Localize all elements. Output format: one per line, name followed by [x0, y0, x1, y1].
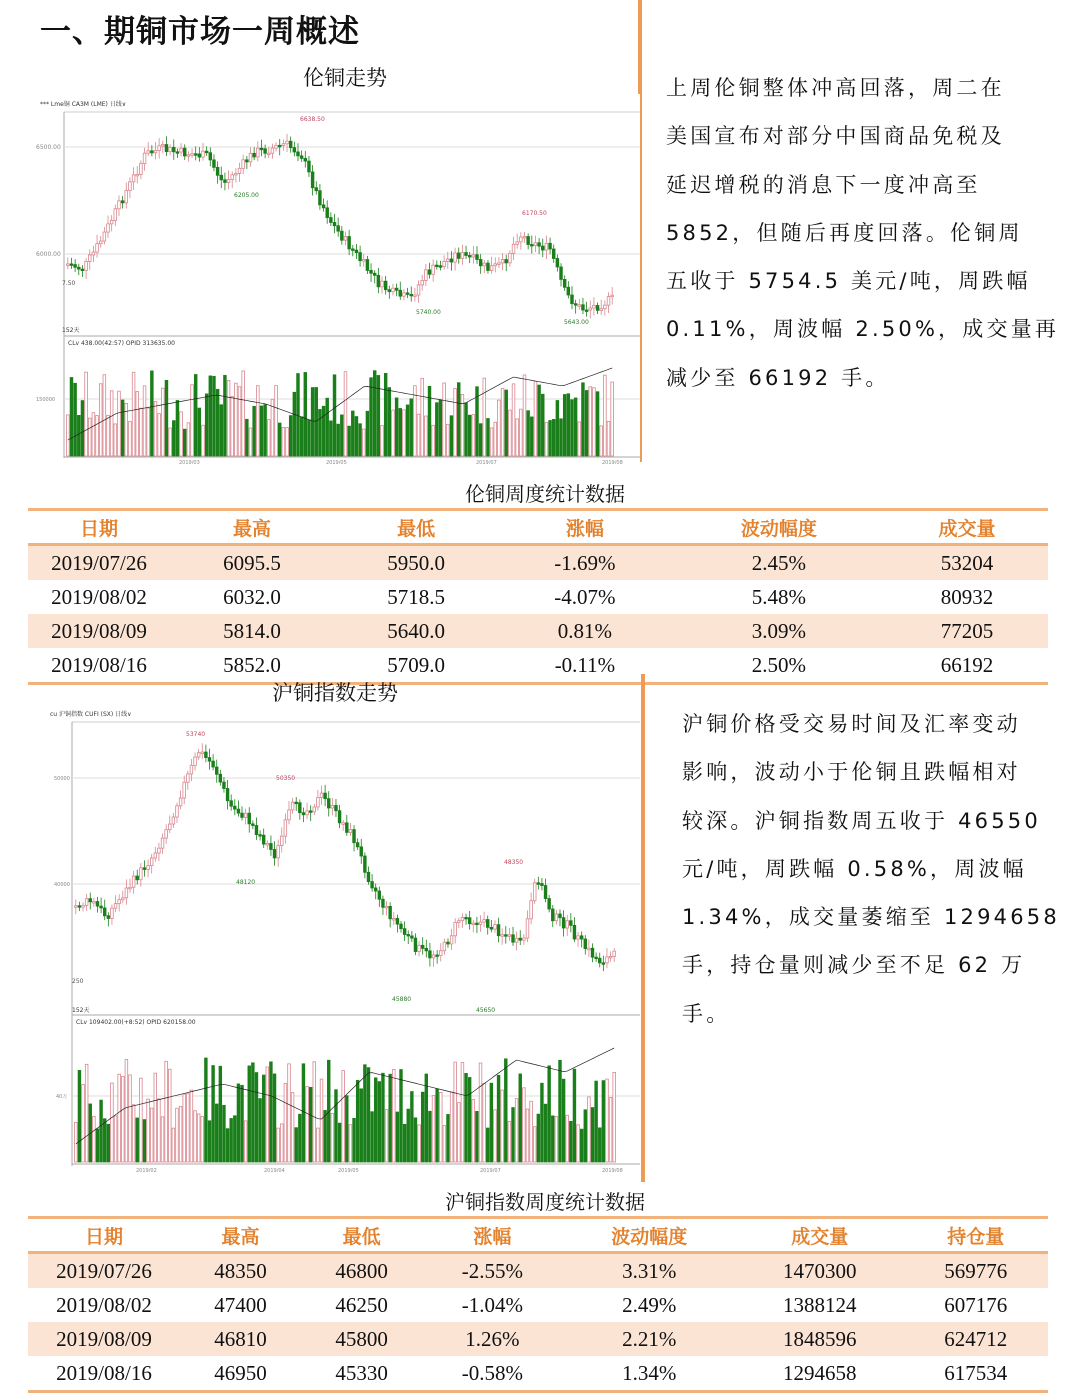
- cell-change: -0.58%: [422, 1356, 562, 1392]
- shfe-y-tick: 40000: [54, 882, 70, 888]
- cell-volume: 53204: [886, 545, 1048, 581]
- cell-date: 2019/08/09: [28, 1322, 180, 1356]
- shfe-annotation: 45650: [476, 1007, 496, 1014]
- cell-change: -1.04%: [461, 1292, 523, 1317]
- cell-open-interest: 607176: [944, 1292, 1008, 1317]
- cell-change: 0.81%: [498, 614, 672, 648]
- cell-date: 2019/08/16: [28, 648, 170, 684]
- cell-volume: 77205: [886, 614, 1048, 648]
- lme-volume-tick: 150000: [36, 397, 56, 403]
- lme-chart-title: 伦铜走势: [303, 66, 387, 90]
- cell-range: 5.48%: [751, 584, 806, 609]
- cell-volume: 1848596: [736, 1322, 904, 1356]
- cell-high: 5852.0: [170, 648, 334, 684]
- shfe-summary-line: 1.34%，成交量萎缩至 1294658: [682, 905, 1060, 930]
- lme-table-title: 伦铜周度统计数据: [465, 482, 625, 506]
- cell-high: 48350: [180, 1253, 301, 1289]
- cell-volume: 1388124: [782, 1292, 857, 1317]
- table-row: [28, 614, 1048, 648]
- divider-vertical-bottom: [641, 674, 645, 1182]
- cell-range: 2.45%: [672, 545, 886, 581]
- section-heading: 一、期铜市场一周概述: [40, 14, 360, 50]
- cell-date: 2019/08/02: [56, 1292, 152, 1317]
- column-header: 最低: [334, 510, 498, 545]
- shfe-annotation: 48120: [236, 879, 256, 886]
- column-header: 涨幅: [498, 510, 672, 545]
- shfe-chart-title: 沪铜指数走势: [272, 681, 398, 705]
- lme-x-tick: 2019/07: [476, 460, 497, 464]
- lme-annotation-high: 6638.50: [300, 116, 325, 123]
- shfe-table-title: 沪铜指数周度统计数据: [445, 1190, 645, 1214]
- lme-x-tick: 2019/05: [326, 460, 347, 464]
- cell-range: 1.34%: [563, 1356, 736, 1392]
- lme-stats-table: [28, 508, 1048, 685]
- lme-annotation: 6205.00: [234, 192, 259, 199]
- lme-toolbar: *** Lme铜 CA3M (LME) 日线∨: [40, 101, 127, 108]
- lme-summary: [666, 64, 1076, 402]
- shfe-annotation-high: 53740: [186, 731, 206, 738]
- cell-range: 3.31%: [563, 1253, 736, 1289]
- table-header-row: [28, 510, 1048, 545]
- column-header: 最高: [180, 1218, 301, 1253]
- table-header-row: [28, 1218, 1048, 1253]
- cell-change: -1.69%: [498, 545, 672, 581]
- column-header: 波动幅度: [672, 510, 886, 545]
- shfe-x-tick: 2019/02: [136, 1168, 157, 1172]
- shfe-summary-line: 手，持仓量则减少至不足 62 万: [682, 953, 1026, 978]
- shfe-x-tick: 2019/04: [264, 1168, 285, 1172]
- cell-high: 46950: [180, 1356, 301, 1392]
- cell-range: 2.21%: [563, 1322, 736, 1356]
- cell-high: 5814.0: [170, 614, 334, 648]
- lme-chart: [34, 94, 640, 464]
- column-header: 日期: [28, 1218, 180, 1253]
- cell-volume: 66192: [886, 648, 1048, 684]
- lme-y-tick: 6000.00: [36, 251, 61, 258]
- shfe-stats-table: [28, 1216, 1048, 1393]
- cell-open-interest: 617534: [904, 1356, 1048, 1392]
- lme-volume-legend: CLv 438.00(42:57) OPID 313635.00: [68, 340, 175, 347]
- shfe-annotation: 250: [72, 978, 84, 985]
- table-row: [28, 648, 1048, 684]
- cell-low: 45800: [301, 1322, 422, 1356]
- lme-bars-label: 152天: [62, 327, 80, 334]
- cell-range: 2.50%: [672, 648, 886, 684]
- column-header: 成交量: [736, 1218, 904, 1253]
- cell-low: 46250: [335, 1292, 388, 1317]
- column-header: 持仓量: [904, 1218, 1048, 1253]
- shfe-x-tick: 2019/08: [602, 1168, 623, 1172]
- cell-high: 46810: [180, 1322, 301, 1356]
- cell-change: 1.26%: [422, 1322, 562, 1356]
- cell-volume: 80932: [940, 584, 994, 609]
- cell-range: 3.09%: [672, 614, 886, 648]
- shfe-y-tick: 50000: [54, 776, 70, 782]
- shfe-summary-line: 手。: [682, 1001, 731, 1026]
- table-row: [28, 1288, 1048, 1322]
- table-row: [28, 1253, 1048, 1289]
- shfe-volume-tick: 40万: [56, 1094, 68, 1100]
- shfe-candlestick-chart: [46, 706, 640, 1172]
- shfe-chart: [46, 706, 640, 1172]
- lme-x-tick: 2019/08: [602, 460, 623, 464]
- shfe-summary: [682, 700, 1080, 1038]
- cell-high: 47400: [214, 1292, 267, 1317]
- cell-low: 46800: [301, 1253, 422, 1289]
- lme-summary-line: 延迟增税的消息下一度冲高至: [666, 172, 981, 197]
- cell-date: 2019/07/26: [28, 1253, 180, 1289]
- lme-annotation: 7.50: [62, 280, 76, 287]
- shfe-toolbar: cu 沪铜指数 CUFI (SX) 日线∨: [50, 711, 132, 718]
- column-header: 涨幅: [422, 1218, 562, 1253]
- cell-date: 2019/08/02: [51, 584, 147, 609]
- lme-summary-line: 5852，但随后再度回落。伦铜周: [666, 220, 1023, 245]
- cell-low: 45330: [301, 1356, 422, 1392]
- cell-change: -2.55%: [422, 1253, 562, 1289]
- cell-change: -0.11%: [498, 648, 672, 684]
- cell-volume: 1294658: [736, 1356, 904, 1392]
- shfe-x-tick: 2019/05: [338, 1168, 359, 1172]
- shfe-summary-line: 元/吨，周跌幅 0.58%，周波幅: [682, 856, 1027, 881]
- cell-low: 5950.0: [334, 545, 498, 581]
- table-row: [28, 1356, 1048, 1392]
- table-row: [28, 580, 1048, 614]
- cell-open-interest: 624712: [904, 1322, 1048, 1356]
- shfe-summary-line: 沪铜价格受交易时间及汇率变动: [682, 712, 1021, 736]
- cell-date: 2019/07/26: [28, 545, 170, 581]
- table-row: [28, 1322, 1048, 1356]
- lme-candlestick-chart: [34, 94, 640, 464]
- cell-date: 2019/08/16: [28, 1356, 180, 1392]
- cell-date: 2019/08/09: [28, 614, 170, 648]
- lme-annotation: 6170.50: [522, 210, 547, 217]
- lme-y-tick: 6500.00: [36, 144, 61, 151]
- cell-high: 6032.0: [223, 584, 281, 609]
- cell-low: 5709.0: [334, 648, 498, 684]
- lme-annotation: 5643.00: [564, 319, 589, 326]
- lme-summary-line: 0.11%，周波幅 2.50%，成交量再: [666, 317, 1060, 342]
- lme-summary-line: 五收于 5754.5 美元/吨，周跌幅: [666, 269, 1031, 294]
- cell-low: 5718.5: [387, 584, 445, 609]
- lme-annotation: 5740.00: [416, 309, 441, 316]
- column-header: 日期: [28, 510, 170, 545]
- shfe-volume-legend: CLv 109402.00(+8:52) OPID 620158.00: [76, 1019, 196, 1026]
- column-header: 波动幅度: [563, 1218, 736, 1253]
- shfe-x-tick: 2019/07: [480, 1168, 501, 1172]
- lme-x-tick: 2019/03: [179, 460, 200, 464]
- shfe-bars-label: 152天: [72, 1007, 90, 1014]
- lme-summary-line: 美国宣布对部分中国商品免税及: [666, 124, 1005, 149]
- cell-volume: 1470300: [736, 1253, 904, 1289]
- column-header: 最高: [170, 510, 334, 545]
- shfe-summary-line: 较深。沪铜指数周五收于 46550: [682, 808, 1041, 833]
- shfe-annotation: 48350: [504, 859, 524, 866]
- lme-summary-line: 上周伦铜整体冲高回落，周二在: [666, 76, 1005, 100]
- shfe-annotation: 50350: [276, 775, 296, 782]
- shfe-annotation: 45880: [392, 996, 412, 1003]
- cell-change: -4.07%: [554, 584, 616, 609]
- cell-range: 2.49%: [622, 1292, 677, 1317]
- column-header: 成交量: [886, 510, 1048, 545]
- table-row: [28, 545, 1048, 581]
- cell-high: 6095.5: [170, 545, 334, 581]
- lme-summary-line: 减少至 66192 手。: [666, 365, 890, 390]
- shfe-summary-line: 影响，波动小于伦铜且跌幅相对: [682, 760, 1021, 785]
- cell-low: 5640.0: [334, 614, 498, 648]
- column-header: 最低: [301, 1218, 422, 1253]
- cell-open-interest: 569776: [904, 1253, 1048, 1289]
